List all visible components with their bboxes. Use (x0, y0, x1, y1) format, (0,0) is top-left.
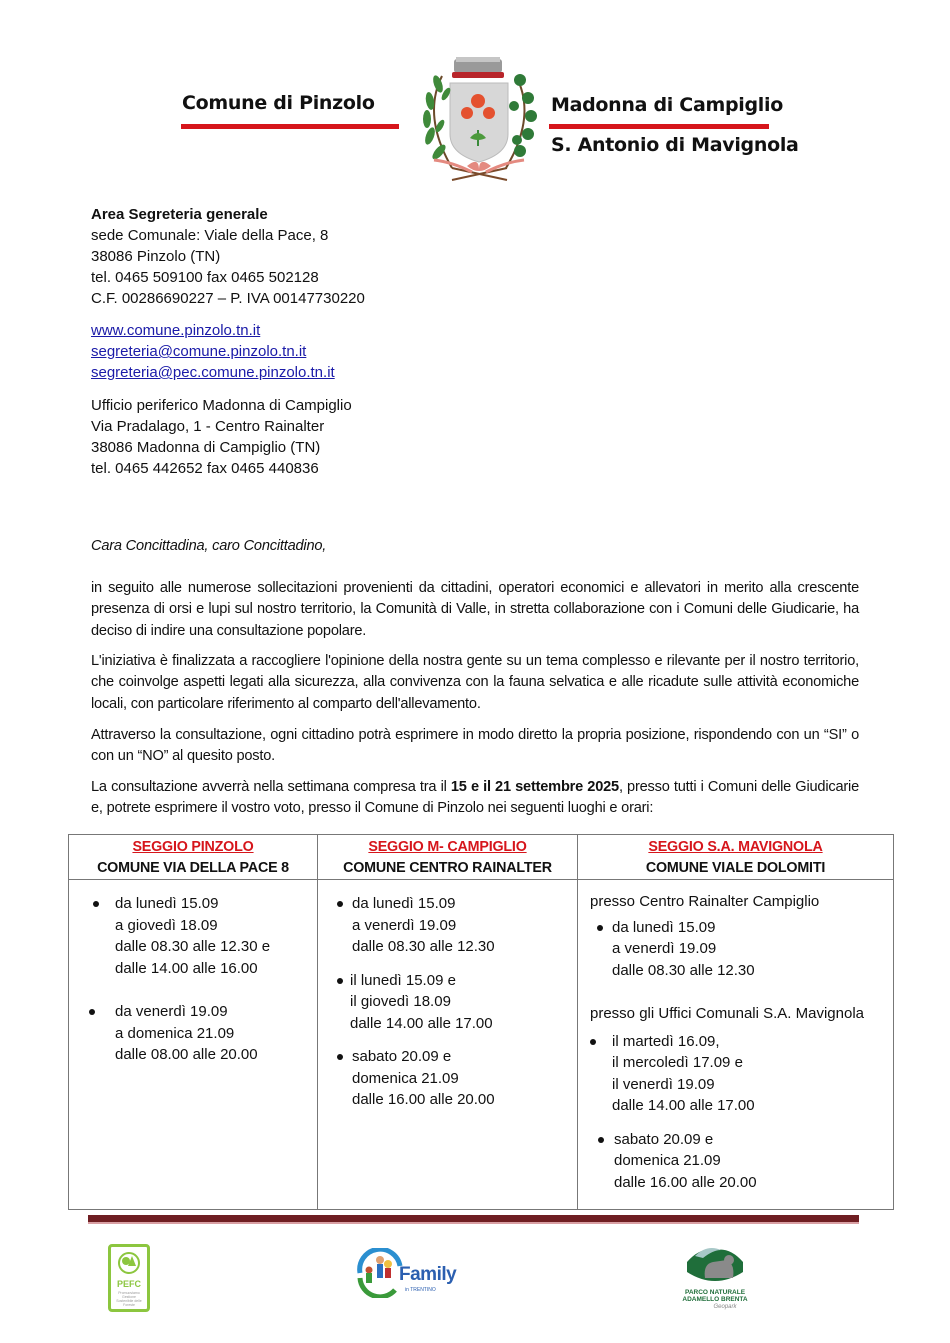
family-title: Family (399, 1264, 457, 1285)
schedule-item (578, 1129, 893, 1194)
office-tax-ids: C.F. 00286690227 – P. IVA 00147730220 (91, 290, 365, 307)
schedule-line: a venerdì 19.09 (352, 916, 457, 934)
header-red-bar-right (549, 124, 769, 129)
schedule-line: il martedì 16.09, (612, 1032, 720, 1050)
seggio-schedule (578, 891, 893, 1205)
schedule-line: a giovedì 18.09 (115, 916, 218, 934)
seggio-location: COMUNE VIA DELLA PACE 8 (97, 860, 289, 876)
schedule-item (578, 1031, 893, 1117)
bullet-icon (598, 1137, 604, 1143)
pec-email-link[interactable]: segreteria@pec.comune.pinzolo.tn.it (91, 364, 335, 381)
schedule-item (69, 893, 317, 979)
polling-place: presso Centro Rainalter Campiglio (590, 893, 820, 910)
schedule-line: dalle 16.00 alle 20.00 (614, 1173, 757, 1191)
schedule-line: dalle 08.00 alle 20.00 (115, 1046, 258, 1063)
pefc-trees-icon (114, 1252, 144, 1274)
seggio-column-campiglio (317, 835, 577, 1209)
polling-place: presso gli Uffici Comunali S.A. Mavignola (590, 1005, 865, 1022)
park-line-1: PARCO NATURALE (684, 1289, 746, 1296)
header-left-title: Comune di Pinzolo (182, 92, 375, 114)
polling-stations-table (68, 834, 894, 1210)
seggio-column-pinzolo (69, 835, 317, 1209)
branch-city: 38086 Madonna di Campiglio (TN) (91, 439, 321, 456)
schedule-item (578, 917, 893, 982)
schedule-line: dalle 14.00 alle 17.00 (350, 1014, 493, 1032)
office-links (91, 320, 335, 383)
family-subtitle: in TRENTINO (405, 1287, 436, 1293)
office-address: sede Comunale: Viale della Pace, 8 (91, 227, 329, 244)
bullet-icon (337, 901, 343, 907)
consultation-dates: 15 e il 21 settembre 2025 (450, 779, 619, 795)
pefc-subtitle: Promuoviamo Gestione Sostenibile delle Foreste (116, 1291, 142, 1307)
family-in-trentino-logo (355, 1248, 465, 1298)
footer-divider (88, 1215, 859, 1224)
seggio-header (318, 835, 577, 880)
schedule-line: da lunedì 15.09 (115, 895, 219, 912)
schedule-line: il mercoledì 17.09 e (612, 1054, 743, 1071)
seggio-location: COMUNE VIALE DOLOMITI (645, 860, 826, 876)
office-phone: tel. 0465 509100 fax 0465 502128 (91, 269, 319, 286)
header-right-title-1: Madonna di Campiglio (551, 94, 783, 116)
schedule-item (318, 893, 577, 958)
email-link[interactable]: segreteria@comune.pinzolo.tn.it (91, 343, 307, 360)
branch-address: Via Pradalago, 1 - Centro Rainalter (91, 418, 325, 435)
schedule-line: da lunedì 15.09 (612, 918, 716, 936)
letter-paragraph-2: L'iniziativa è finalizzata a raccogliere l'opinione della nostra gente su un tema complesso e rilevante per il nostro territorio, che coinvolge aspetti legati alla sicurezza, alla convivenza con la fauna selvatica e alle ricadute sulle attività economiche locali, con particolare riferimento al comparto dell'allevamento. (91, 653, 859, 712)
header-right-title-2: S. Antonio di Mavignola (551, 134, 799, 156)
branch-phone: tel. 0465 442652 fax 0465 440836 (91, 460, 319, 477)
schedule-line: domenica 21.09 (614, 1152, 721, 1169)
seggio-header (69, 835, 317, 880)
pefc-title: PEFC (116, 1279, 141, 1289)
office-city: 38086 Pinzolo (TN) (91, 248, 221, 265)
schedule-item (318, 970, 577, 1035)
park-line-2: ADAMELLO BRENTA (682, 1296, 748, 1303)
park-line-3: Geopark (713, 1304, 737, 1310)
p4-text-before: La consultazione avverrà nella settimana compresa tra il (91, 779, 451, 795)
schedule-line: da venerdì 19.09 (115, 1003, 228, 1020)
schedule-line: dalle 14.00 alle 17.00 (612, 1097, 755, 1114)
schedule-line: a venerdì 19.09 (612, 940, 717, 957)
seggio-name: SEGGIO PINZOLO (132, 839, 254, 855)
website-link[interactable]: www.comune.pinzolo.tn.it (91, 322, 261, 339)
office-department: Area Segreteria generale (91, 206, 268, 223)
office-address-block (91, 204, 365, 309)
letter-paragraph-3: Attraverso la consultazione, ogni cittadino potrà esprimere in modo diretto la propria posizione, rispondendo con un “SI” o con un “NO” al quesito posto. (91, 727, 859, 765)
schedule-item (318, 1046, 577, 1111)
bear-mountain-icon (685, 1242, 745, 1284)
seggio-location: COMUNE CENTRO RAINALTER (343, 860, 552, 876)
schedule-line: dalle 14.00 alle 16.00 (115, 959, 258, 977)
schedule-item (69, 1001, 317, 1066)
letter-paragraph-1: in seguito alle numerose sollecitazioni provenienti da cittadini, operatori economici e allevatori in merito alla crescente presenza di orsi e lupi sul nostro territorio, la Comunità di Valle, in stretta collaborazione con i Comuni delle Giudicarie, ha deciso di indire una consultazione popolare. (91, 580, 859, 639)
seggio-column-mavignola (577, 835, 893, 1209)
bullet-icon (597, 925, 603, 931)
seggio-name: SEGGIO M- CAMPIGLIO (368, 839, 527, 855)
bullet-icon (337, 978, 343, 984)
letter-greeting: Cara Concittadina, caro Concittadino, (91, 538, 327, 554)
header-red-bar-left (181, 124, 399, 129)
bullet-icon (590, 1039, 596, 1045)
bullet-icon (93, 901, 99, 907)
seggio-schedule (69, 893, 317, 1078)
schedule-line: sabato 20.09 e (614, 1130, 714, 1148)
schedule-line: sabato 20.09 e (352, 1048, 452, 1065)
pefc-logo (108, 1244, 150, 1312)
schedule-line: il giovedì 18.09 (350, 993, 451, 1010)
letter-paragraph-4 (91, 777, 859, 820)
seggio-name: SEGGIO S.A. MAVIGNOLA (648, 839, 823, 855)
bullet-icon (337, 1054, 343, 1060)
schedule-line: da lunedì 15.09 (352, 895, 456, 912)
schedule-line: domenica 21.09 (352, 1069, 459, 1087)
schedule-line: il lunedì 15.09 e (350, 971, 456, 989)
branch-name: Ufficio periferico Madonna di Campiglio (91, 397, 352, 414)
p4-text-after: , presso tutti i Comuni delle Giudicarie e, potrete esprimere il vostro voto, presso il Comune di Pinzolo nei seguenti luoghi e orari: (91, 779, 859, 817)
adamello-brenta-park-logo (680, 1242, 750, 1314)
seggio-header (578, 835, 893, 880)
bullet-icon (89, 1009, 95, 1015)
family-figures-icon (355, 1248, 405, 1298)
branch-office-block (91, 395, 352, 479)
schedule-line: dalle 08.30 alle 12.30 e (115, 938, 271, 955)
coat-of-arms-icon (412, 56, 547, 188)
seggio-schedule (318, 893, 577, 1123)
schedule-line: dalle 16.00 alle 20.00 (352, 1091, 495, 1108)
schedule-line: dalle 08.30 alle 12.30 (352, 938, 495, 955)
schedule-line: il venerdì 19.09 (612, 1075, 715, 1093)
schedule-line: dalle 08.30 alle 12.30 (612, 961, 755, 979)
schedule-line: a domenica 21.09 (115, 1024, 235, 1042)
